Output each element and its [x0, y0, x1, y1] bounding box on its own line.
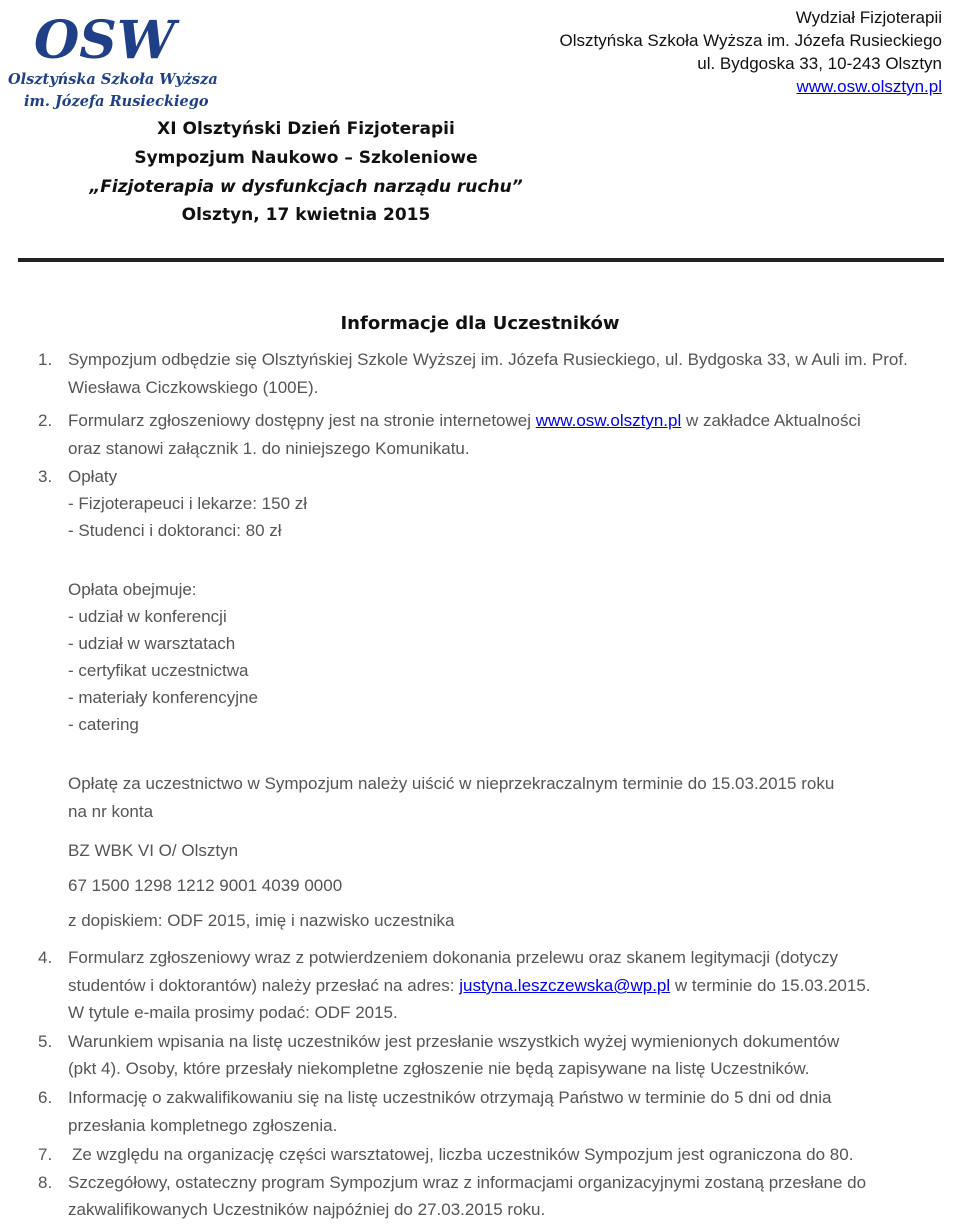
item-7-line-1: Ze względu na organizację części warsztatowej, liczba uczestników Sympozjum jest ograniczona do 80.: [72, 1145, 854, 1164]
account-number: 67 1500 1298 1212 9001 4039 0000: [68, 876, 343, 895]
item-2-line-2: oraz stanowi załącznik 1. do niniejszego Komunikatu.: [68, 439, 470, 458]
item-4-line-2: [68, 976, 871, 996]
school-name: Olsztyńska Szkoła Wyższa im. Józefa Rusieckiego: [559, 31, 942, 50]
item-4-text-before-email: studentów i doktorantów) należy przesłać na adres:: [68, 976, 460, 995]
theme-close-quote: ”: [511, 177, 523, 197]
item-2-text-before-link: Formularz zgłoszeniowy dostępny jest na stronie internetowej: [68, 411, 536, 430]
event-place-date: Olsztyn, 17 kwietnia 2015: [181, 205, 431, 225]
item-3-title: Opłaty: [68, 467, 118, 486]
school-address: ul. Bydgoska 33, 10-243 Olsztyn: [697, 54, 942, 73]
includes-item: - materiały konferencyjne: [68, 688, 258, 707]
item-1-number: 1.: [38, 350, 53, 369]
theme-text: Fizjoterapia w dysfunkcjach narządu ruchu: [100, 177, 512, 197]
event-title: XI Olsztyński Dzień Fizjoterapii: [157, 119, 455, 139]
item-6-line-1: Informację o zakwalifikowaniu się na listę uczestników otrzymają Państwo w terminie do 5 dni od dnia: [68, 1088, 832, 1107]
item-2-website-link[interactable]: www.osw.olsztyn.pl: [535, 411, 682, 430]
logo-line-2: im. Józefa Rusieckiego: [24, 93, 209, 110]
item-6-number: 6.: [38, 1088, 53, 1107]
theme-open-quote: „: [89, 177, 101, 197]
payment-line-1: Opłatę za uczestnictwo w Sympozjum należy uiścić w nieprzekraczalnym terminie do 15.03.2015 roku: [68, 774, 835, 793]
item-3-number: 3.: [38, 467, 53, 486]
fee-line: - Studenci i doktoranci: 80 zł: [68, 521, 282, 540]
school-logo: [4, 2, 218, 114]
item-1-line-1: Sympozjum odbędzie się Olsztyńskiej Szkole Wyższej im. Józefa Rusieckiego, ul. Bydgoska 33, w Auli im. Prof.: [68, 350, 908, 369]
item-1-line-2: Wiesława Ciczkowskiego (100E).: [68, 378, 319, 397]
transfer-note: z dopiskiem: ODF 2015, imię i nazwisko uczestnika: [68, 911, 455, 930]
header-divider: [18, 258, 944, 262]
fee-line: - Fizjoterapeuci i lekarze: 150 zł: [68, 494, 308, 513]
item-7-number: 7.: [38, 1145, 53, 1164]
faculty-name: Wydział Fizjoterapii: [795, 8, 942, 27]
item-4-line-1: Formularz zgłoszeniowy wraz z potwierdzeniem dokonania przelewu oraz skanem legitymacji (dotyczy: [68, 948, 839, 967]
item-5-line-1: Warunkiem wpisania na listę uczestników jest przesłanie wszystkich wyżej wymienionych dokumentów: [68, 1032, 840, 1051]
osw-logo-graphic: [4, 2, 218, 114]
event-theme: [0, 177, 612, 197]
website-link[interactable]: www.osw.olsztyn.pl: [796, 77, 942, 96]
logo-mark: OSW: [34, 10, 176, 71]
includes-item: - catering: [68, 715, 139, 734]
item-8-line-1: Szczegółowy, ostateczny program Sympozjum wraz z informacjami organizacyjnymi zostaną przesłane do: [68, 1173, 867, 1192]
item-4-line-3: W tytule e-maila prosimy podać: ODF 2015.: [68, 1003, 398, 1022]
contact-email-link[interactable]: justyna.leszczewska@wp.pl: [459, 976, 671, 995]
bank-name: BZ WBK VI O/ Olsztyn: [68, 841, 239, 860]
includes-item: - udział w warsztatach: [68, 634, 236, 653]
item-8-line-2: zakwalifikowanych Uczestników najpóźniej do 27.03.2015 roku.: [68, 1200, 546, 1219]
contact-block: [560, 6, 942, 98]
includes-label: Opłata obejmuje:: [68, 580, 197, 599]
item-2-line-1: [68, 411, 861, 431]
item-5-number: 5.: [38, 1032, 53, 1051]
page-heading: Informacje dla Uczestników: [340, 313, 620, 334]
payment-line-2: na nr konta: [68, 802, 154, 821]
includes-item: - certyfikat uczestnictwa: [68, 661, 249, 680]
includes-item: - udział w konferencji: [68, 607, 227, 626]
item-4-text-after-email: w terminie do 15.03.2015.: [670, 976, 871, 995]
item-8-number: 8.: [38, 1173, 53, 1192]
item-4-number: 4.: [38, 948, 53, 967]
item-2-number: 2.: [38, 411, 53, 430]
logo-line-1: Olsztyńska Szkoła Wyższa: [8, 71, 218, 88]
item-5-line-2: (pkt 4). Osoby, które przesłały niekompletne zgłoszenie nie będą zapisywane na listę Uczestników.: [68, 1059, 810, 1078]
item-2-text-after-link: w zakładce Aktualności: [681, 411, 861, 430]
event-subtitle: Sympozjum Naukowo – Szkoleniowe: [134, 148, 478, 168]
item-6-line-2: przesłania kompletnego zgłoszenia.: [68, 1116, 338, 1135]
